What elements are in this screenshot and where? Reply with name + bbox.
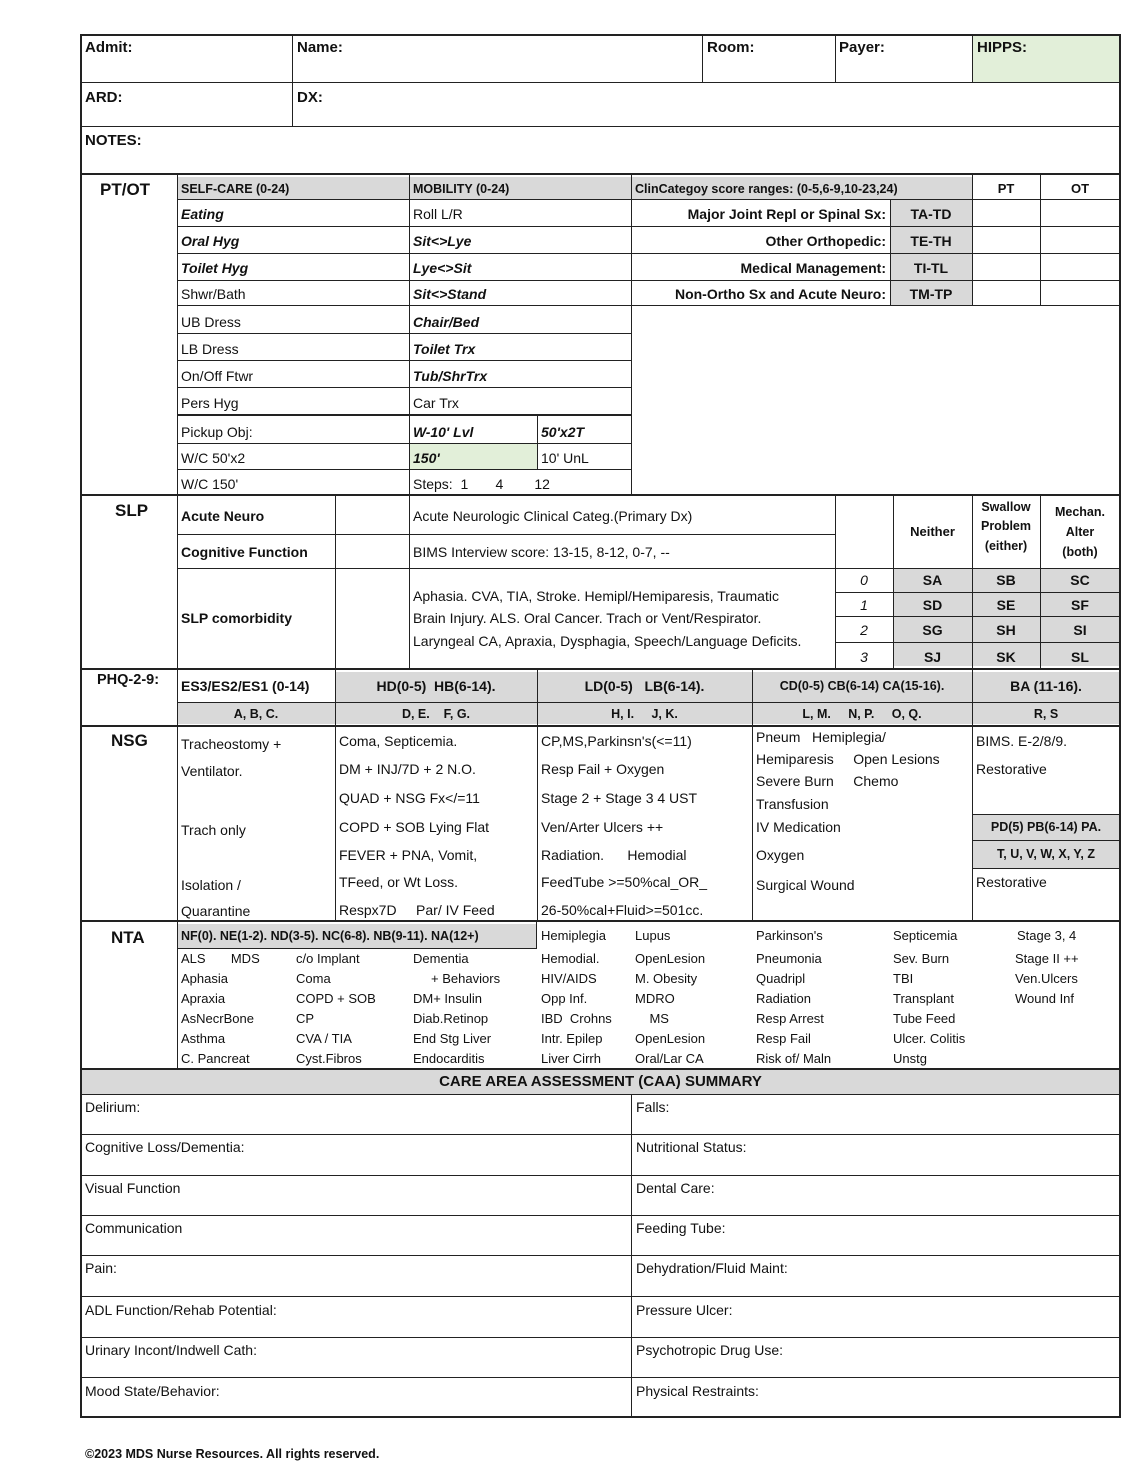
nta-item: Wound Inf [1015,991,1075,1006]
mobility-item: Car Trx [413,395,459,411]
slp-comorb-line: Laryngeal CA, Apraxia, Dysphagia, Speech/Language Deficits. [413,633,802,649]
caa-item: ADL Function/Rehab Potential: [85,1302,277,1318]
slp-section-title: SLP [115,501,149,520]
unlevel-label: 10' UnL [541,450,589,466]
nsg-item: Coma, Septicemia. [339,733,458,749]
selfcare-item: W/C 50'x2 [181,450,246,466]
nta-item: OpenLesion [635,1031,706,1046]
nta-item: Septicemia [893,928,958,943]
caa-item: Communication [85,1220,183,1236]
nta-item: DM+ Insulin [413,991,482,1006]
caa-item: Dehydration/Fluid Maint: [636,1260,788,1276]
steps-label: Steps: 1 4 12 [413,476,550,492]
slp-grid-code: SI [1073,622,1087,638]
acute-neuro-desc: Acute Neurologic Clinical Categ.(Primary Dx) [413,508,693,524]
nta-item: Dementia [413,951,469,966]
nta-item: Ulcer. Colitis [893,1031,966,1046]
col-mechan: Alter [1065,525,1095,539]
phq-code: D, E. F, G. [401,707,471,721]
nta-item: Lupus [635,928,671,943]
selfcare-item: LB Dress [181,341,239,357]
nta-item: Hemodial. [541,951,600,966]
col-mechan: (both) [1062,545,1098,559]
slp-grid-code: SF [1071,597,1089,613]
nsg-item: Restorative [976,761,1047,777]
nsg-item: FeedTube >=50%cal_OR_ [541,874,708,890]
nsg-item: COPD + SOB Lying Flat [339,819,490,835]
hipps-label: HIPPS: [977,39,1028,56]
nsg-item: Isolation / [181,877,241,893]
nta-item: Aphasia [181,971,228,986]
nta-item: + Behaviors [413,971,501,986]
slp-grid-code: SJ [923,649,942,665]
slp-grid-code: SH [996,622,1016,638]
slp-grid-code: SK [996,649,1016,665]
nta-item: C. Pancreat [181,1051,250,1066]
nta-item: Resp Arrest [756,1011,824,1026]
nta-item: Resp Fail [756,1031,811,1046]
selfcare-header: SELF-CARE (0-24) [181,182,290,196]
dx-label: DX: [297,89,323,106]
mobility-item: Chair/Bed [413,314,480,330]
nta-item: Stage II ++ [1015,951,1079,966]
ptot-section-title: PT/OT [100,180,151,199]
payer-label: Payer: [839,39,885,56]
nta-item: Ven.Ulcers [1015,971,1078,986]
caa-item: Mood State/Behavior: [85,1383,220,1399]
caa-item: Urinary Incont/Indwell Cath: [85,1342,257,1358]
cognitive-label: Cognitive Function [181,544,308,560]
caa-item: Psychotropic Drug Use: [636,1342,784,1358]
phq-header: LD(0-5) LB(6-14). [584,678,705,694]
nta-item: Hemiplegia [541,928,607,943]
walk-10-label: W-10' Lvl [413,424,474,440]
selfcare-item: Toilet Hyg [181,260,249,276]
nta-item: Intr. Epilep [541,1031,603,1046]
caa-item: Visual Function [85,1180,181,1196]
nta-item: Opp Inf. [541,991,588,1006]
slp-grid-n: 1 [860,597,868,613]
nsg-item: BIMS. E-2/8/9. [976,733,1068,749]
clin-cat-code: TE-TH [910,233,952,249]
phq-code: L, M. N, P. O, Q. [802,707,922,721]
slp-comorb-line: Brain Injury. ALS. Oral Cancer. Trach or Vent/Respirator. [413,610,762,626]
mobility-item: Lye<>Sit [413,260,472,276]
nta-item: End Stg Liver [413,1031,492,1046]
nsg-item: Transfusion [756,796,829,812]
nta-item: Transplant [893,991,954,1006]
nta-item: TBI [893,971,914,986]
clin-cat-label: Other Orthopedic: [765,233,886,249]
caa-item: Dental Care: [636,1180,715,1196]
nta-item: c/o Implant [296,951,360,966]
mobility-item: Sit<>Stand [413,286,487,302]
nsg-item: Ven/Arter Ulcers ++ [541,819,664,835]
col-swallow: Swallow [981,500,1031,514]
phq-header: CD(0-5) CB(6-14) CA(15-16). [779,679,945,693]
nta-item: Unstg [893,1051,927,1066]
caa-item: Pressure Ulcer: [636,1302,733,1318]
nsg-item: Tracheostomy + [181,736,282,752]
nta-item: Tube Feed [893,1011,956,1026]
col-mechan: Mechan. [1054,505,1105,519]
nta-item: Radiation [756,991,811,1006]
slp-grid-n: 0 [860,572,868,588]
col-swallow: Problem [980,519,1031,533]
nsg-item: Restorative [976,874,1047,890]
nsg-item: DM + INJ/7D + 2 N.O. [339,761,476,777]
nta-item: Liver Cirrh [541,1051,601,1066]
slp-grid-code: SC [1070,572,1090,588]
slp-comorb-label: SLP comorbidity [181,610,292,626]
nta-item: Coma [296,971,331,986]
admit-label: Admit: [85,39,133,56]
slp-grid-code: SD [922,597,943,613]
nta-item: Asthma [181,1031,226,1046]
nsg-item: Ventilator. [181,763,243,779]
selfcare-item: Pickup Obj: [181,424,253,440]
nsg-item: Hemiparesis Open Lesions [756,751,940,767]
ard-label: ARD: [85,89,123,106]
nsg-item: Radiation. Hemodial [541,847,687,863]
caa-item: Cognitive Loss/Dementia: [85,1139,245,1155]
nta-item: CVA / TIA [296,1031,352,1046]
selfcare-item: UB Dress [181,314,241,330]
nta-item: Risk of/ Maln [756,1051,832,1066]
phq-header: BA (11-16). [1010,678,1082,694]
selfcare-item: Pers Hyg [181,395,239,411]
mobility-header: MOBILITY (0-24) [413,182,510,196]
slp-grid-code: SG [922,622,943,638]
nta-item: CP [296,1011,315,1026]
nta-item: Oral/Lar CA [635,1051,704,1066]
nta-item: MS [635,1011,669,1026]
nta-item: Endocarditis [413,1051,485,1066]
nsg-item: Oxygen [756,847,805,863]
caa-item: Nutritional Status: [636,1139,747,1155]
clin-cat-label: Major Joint Repl or Spinal Sx: [687,206,886,222]
phq-code: A, B, C. [233,707,279,721]
nsg-item: FEVER + PNA, Vomit, [339,847,478,863]
nsg-item: Stage 2 + Stage 3 4 UST [541,790,698,806]
nta-section-title: NTA [111,928,145,947]
nsg-item: CP,MS,Parkinsn's(<=11) [541,733,692,749]
mobility-item: Roll L/R [413,206,463,222]
ot-header: OT [1070,181,1090,196]
nta-item: Sev. Burn [893,951,950,966]
caa-item: Pain: [85,1260,117,1276]
caa-title: CARE AREA ASSESSMENT (CAA) SUMMARY [439,1073,762,1090]
slp-grid-n: 2 [860,622,868,638]
selfcare-item: Shwr/Bath [181,286,246,302]
mobility-item: Sit<>Lye [413,233,472,249]
caa-item: Feeding Tube: [636,1220,726,1236]
nta-item: Parkinson's [756,928,823,943]
caa-item: Falls: [636,1099,670,1115]
slp-grid-code: SA [922,572,943,588]
slp-grid-code: SB [996,572,1016,588]
walk-150-label: 150' [413,450,440,466]
nta-item: Stage 3, 4 [1017,928,1077,943]
slp-comorb-line: Aphasia. CVA, TIA, Stroke. Hemipl/Hemiparesis, Traumatic [413,588,779,604]
walk-50-label: 50'x2T [541,424,585,440]
cognitive-desc: BIMS Interview score: 13-15, 8-12, 0-7, -- [413,544,670,560]
nta-item: IBD Crohns [541,1011,612,1026]
nsg-item: IV Medication [756,819,841,835]
clin-cat-code: TA-TD [910,206,952,222]
selfcare-item: On/Off Ftwr [181,368,254,384]
nta-item: OpenLesion [635,951,706,966]
nta-item: HIV/AIDS [541,971,597,986]
nta-header: NF(0). NE(1-2). ND(3-5). NC(6-8). NB(9-11). NA(12+) [181,929,479,943]
mobility-item: Tub/ShrTrx [413,368,488,384]
notes-label: NOTES: [85,132,142,149]
nta-item: Pneumonia [756,951,822,966]
nta-item: MDRO [635,991,675,1006]
nta-item: Diab.Retinop [413,1011,489,1026]
mobility-item: Toilet Trx [413,341,476,357]
nsg-item: QUAD + NSG Fx</=11 [339,790,480,806]
pd-header: PD(5) PB(6-14) PA. [990,820,1102,834]
phq-code: R, S [1033,707,1059,721]
phq-header: HD(0-5) HB(6-14). [376,678,496,694]
col-neither: Neither [910,524,955,539]
nsg-item: Resp Fail + Oxygen [541,761,665,777]
nta-item: ALS MDS [181,951,260,966]
nsg-item: Severe Burn Chemo [756,773,899,789]
caa-item: Physical Restraints: [636,1383,759,1399]
nsg-item: TFeed, or Wt Loss. [339,874,459,890]
room-label: Room: [707,39,755,56]
copyright: ©2023 MDS Nurse Resources. All rights reserved. [85,1447,380,1461]
name-label: Name: [297,39,343,56]
nsg-section-title: NSG [111,731,148,750]
nta-item: M. Obesity [635,971,698,986]
nta-item: Quadripl [756,971,806,986]
nta-item: Apraxia [181,991,226,1006]
clin-cat-label: Non-Ortho Sx and Acute Neuro: [674,286,886,302]
nta-item: COPD + SOB [296,991,376,1006]
phq-code: H, I. J, K. [611,707,678,721]
clin-cat-code: TI-TL [913,260,949,276]
selfcare-item: Eating [181,206,224,222]
nsg-item: Quarantine [181,903,251,919]
pt-header: PT [997,181,1015,196]
acute-neuro-label: Acute Neuro [181,508,265,524]
phq-header: ES3/ES2/ES1 (0-14) [181,678,310,694]
clin-header: ClinCategoy score ranges: (0-5,6-9,10-23,24) [635,182,898,196]
slp-grid-n: 3 [860,649,868,665]
pd-codes: T, U, V, W, X, Y, Z [997,847,1095,861]
nta-item: AsNecrBone [181,1011,254,1026]
nsg-item: Respx7D Par/ IV Feed [339,902,495,918]
clin-cat-label: Medical Management: [740,260,886,276]
phq-section-title: PHQ-2-9: [97,672,160,688]
nsg-item: 26-50%cal+Fluid>=501cc. [541,902,704,918]
slp-grid-code: SE [996,597,1016,613]
selfcare-item: Oral Hyg [181,233,240,249]
slp-grid-code: SL [1071,649,1089,665]
col-swallow: (either) [984,539,1028,553]
clin-cat-code: TM-TP [909,286,953,302]
selfcare-item: W/C 150' [181,476,239,492]
nsg-item: Surgical Wound [756,877,855,893]
nsg-item: Trach only [181,822,246,838]
caa-item: Delirium: [85,1099,141,1115]
nta-item: Cyst.Fibros [296,1051,362,1066]
nsg-item: Pneum Hemiplegia/ [756,729,886,745]
